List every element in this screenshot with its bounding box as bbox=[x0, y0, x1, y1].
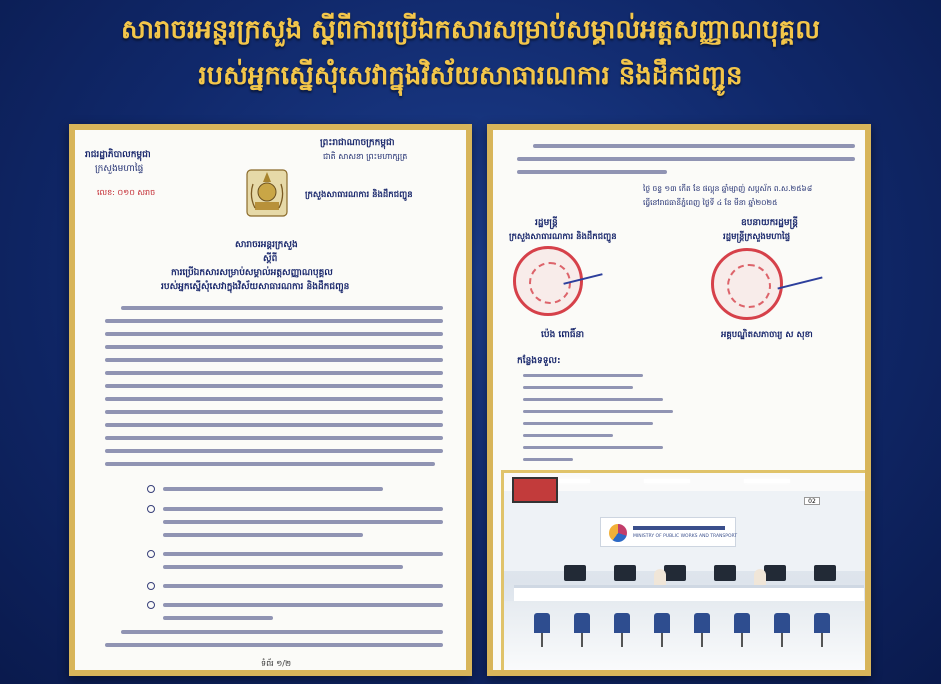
ceiling bbox=[504, 473, 865, 491]
page-number: ទំព័រ ១/២ bbox=[261, 659, 292, 668]
kingdom-motto: ជាតិ សាសនា ព្រះមហាក្សត្រ bbox=[323, 152, 408, 161]
service-center-photo bbox=[501, 470, 865, 670]
subject-label: ស្តីពី bbox=[263, 254, 278, 264]
signature-right-icon bbox=[777, 276, 822, 289]
document-type: សារាចរអន្តរក្រសួង bbox=[235, 240, 298, 250]
bullet-icon bbox=[147, 505, 155, 513]
ministry-left-sub: ក្រសួងមហាផ្ទៃ bbox=[95, 164, 144, 174]
document-number: លេខ: ០១០ សរាច bbox=[97, 188, 156, 197]
counter-number: 02 bbox=[804, 497, 820, 505]
signer-left-name: ប៉េង ពោធិ៍នា bbox=[541, 330, 585, 340]
signer-right-name: អគ្គបណ្ឌិតសភាចារ្យ ស សុខា bbox=[721, 330, 813, 340]
signer-right-title: ឧបនាយករដ្ឋមន្ត្រី bbox=[741, 218, 798, 228]
document-page-2 bbox=[487, 124, 871, 676]
bullet-icon bbox=[147, 582, 155, 590]
document-sheet-1 bbox=[75, 130, 466, 670]
bullet-icon bbox=[147, 550, 155, 558]
signer-right-ministry: រដ្ឋមន្ត្រីក្រសួងមហាផ្ទៃ bbox=[723, 232, 791, 242]
royal-emblem-icon bbox=[243, 164, 291, 218]
floor bbox=[504, 601, 865, 670]
subject-line-2: របស់អ្នកស្នើសុំសេវាក្នុងវិស័យសាធារណការ និងដឹកជញ្ជូន bbox=[161, 282, 350, 292]
signer-left-title: រដ្ឋមន្ត្រី bbox=[535, 218, 558, 228]
date-lunar: ថ្ងៃ ចន្ទ ១៣ កើត ខែ ផល្គុន ឆ្នាំម្សាញ់ សប្តស័ក ព.ស.២៥៦៨ bbox=[643, 184, 813, 193]
headline-line-2: របស់អ្នកស្នើសុំសេវាក្នុងវិស័យសាធារណការ និងដឹកជញ្ជូន bbox=[198, 61, 743, 91]
kingdom-title: ព្រះរាជាណាចក្រកម្ពុជា bbox=[320, 138, 395, 148]
ministry-logo-icon bbox=[609, 524, 627, 542]
headline-line-1: សារាចរអន្តរក្រសួង ស្តីពីការប្រើឯកសារសម្រាប់សម្គាល់អត្តសញ្ញាណបុគ្គល bbox=[121, 15, 820, 45]
document-page-1 bbox=[69, 124, 472, 676]
recipients-label: កន្លែងទទួល: bbox=[517, 356, 561, 366]
ministry-right: ក្រសួងសាធារណការ និងដឹកជញ្ជូន bbox=[305, 190, 413, 200]
document-sheet-2 bbox=[493, 130, 865, 670]
ministry-logo-sign bbox=[600, 517, 736, 547]
bullet-icon bbox=[147, 601, 155, 609]
official-seal-right-icon bbox=[711, 248, 783, 320]
bullet-icon bbox=[147, 485, 155, 493]
center-sign-text: MINISTRY OF PUBLIC WORKS AND TRANSPORT bbox=[633, 534, 738, 539]
ministry-left: រាជរដ្ឋាភិបាលកម្ពុជា bbox=[85, 150, 151, 160]
signer-left-ministry: ក្រសួងសាធារណការ និងដឹកជញ្ជូន bbox=[509, 232, 617, 242]
headline bbox=[0, 0, 941, 110]
subject-line-1: ការប្រើឯកសារសម្រាប់សម្គាល់អត្តសញ្ញាណបុគ្គល bbox=[171, 268, 333, 278]
queue-display-icon bbox=[512, 477, 558, 503]
date-solar: ធ្វើនៅរាជធានីភ្នំពេញ ថ្ងៃទី ៤ ខែ មីនា ឆ្នាំ២០២៥ bbox=[643, 198, 778, 207]
